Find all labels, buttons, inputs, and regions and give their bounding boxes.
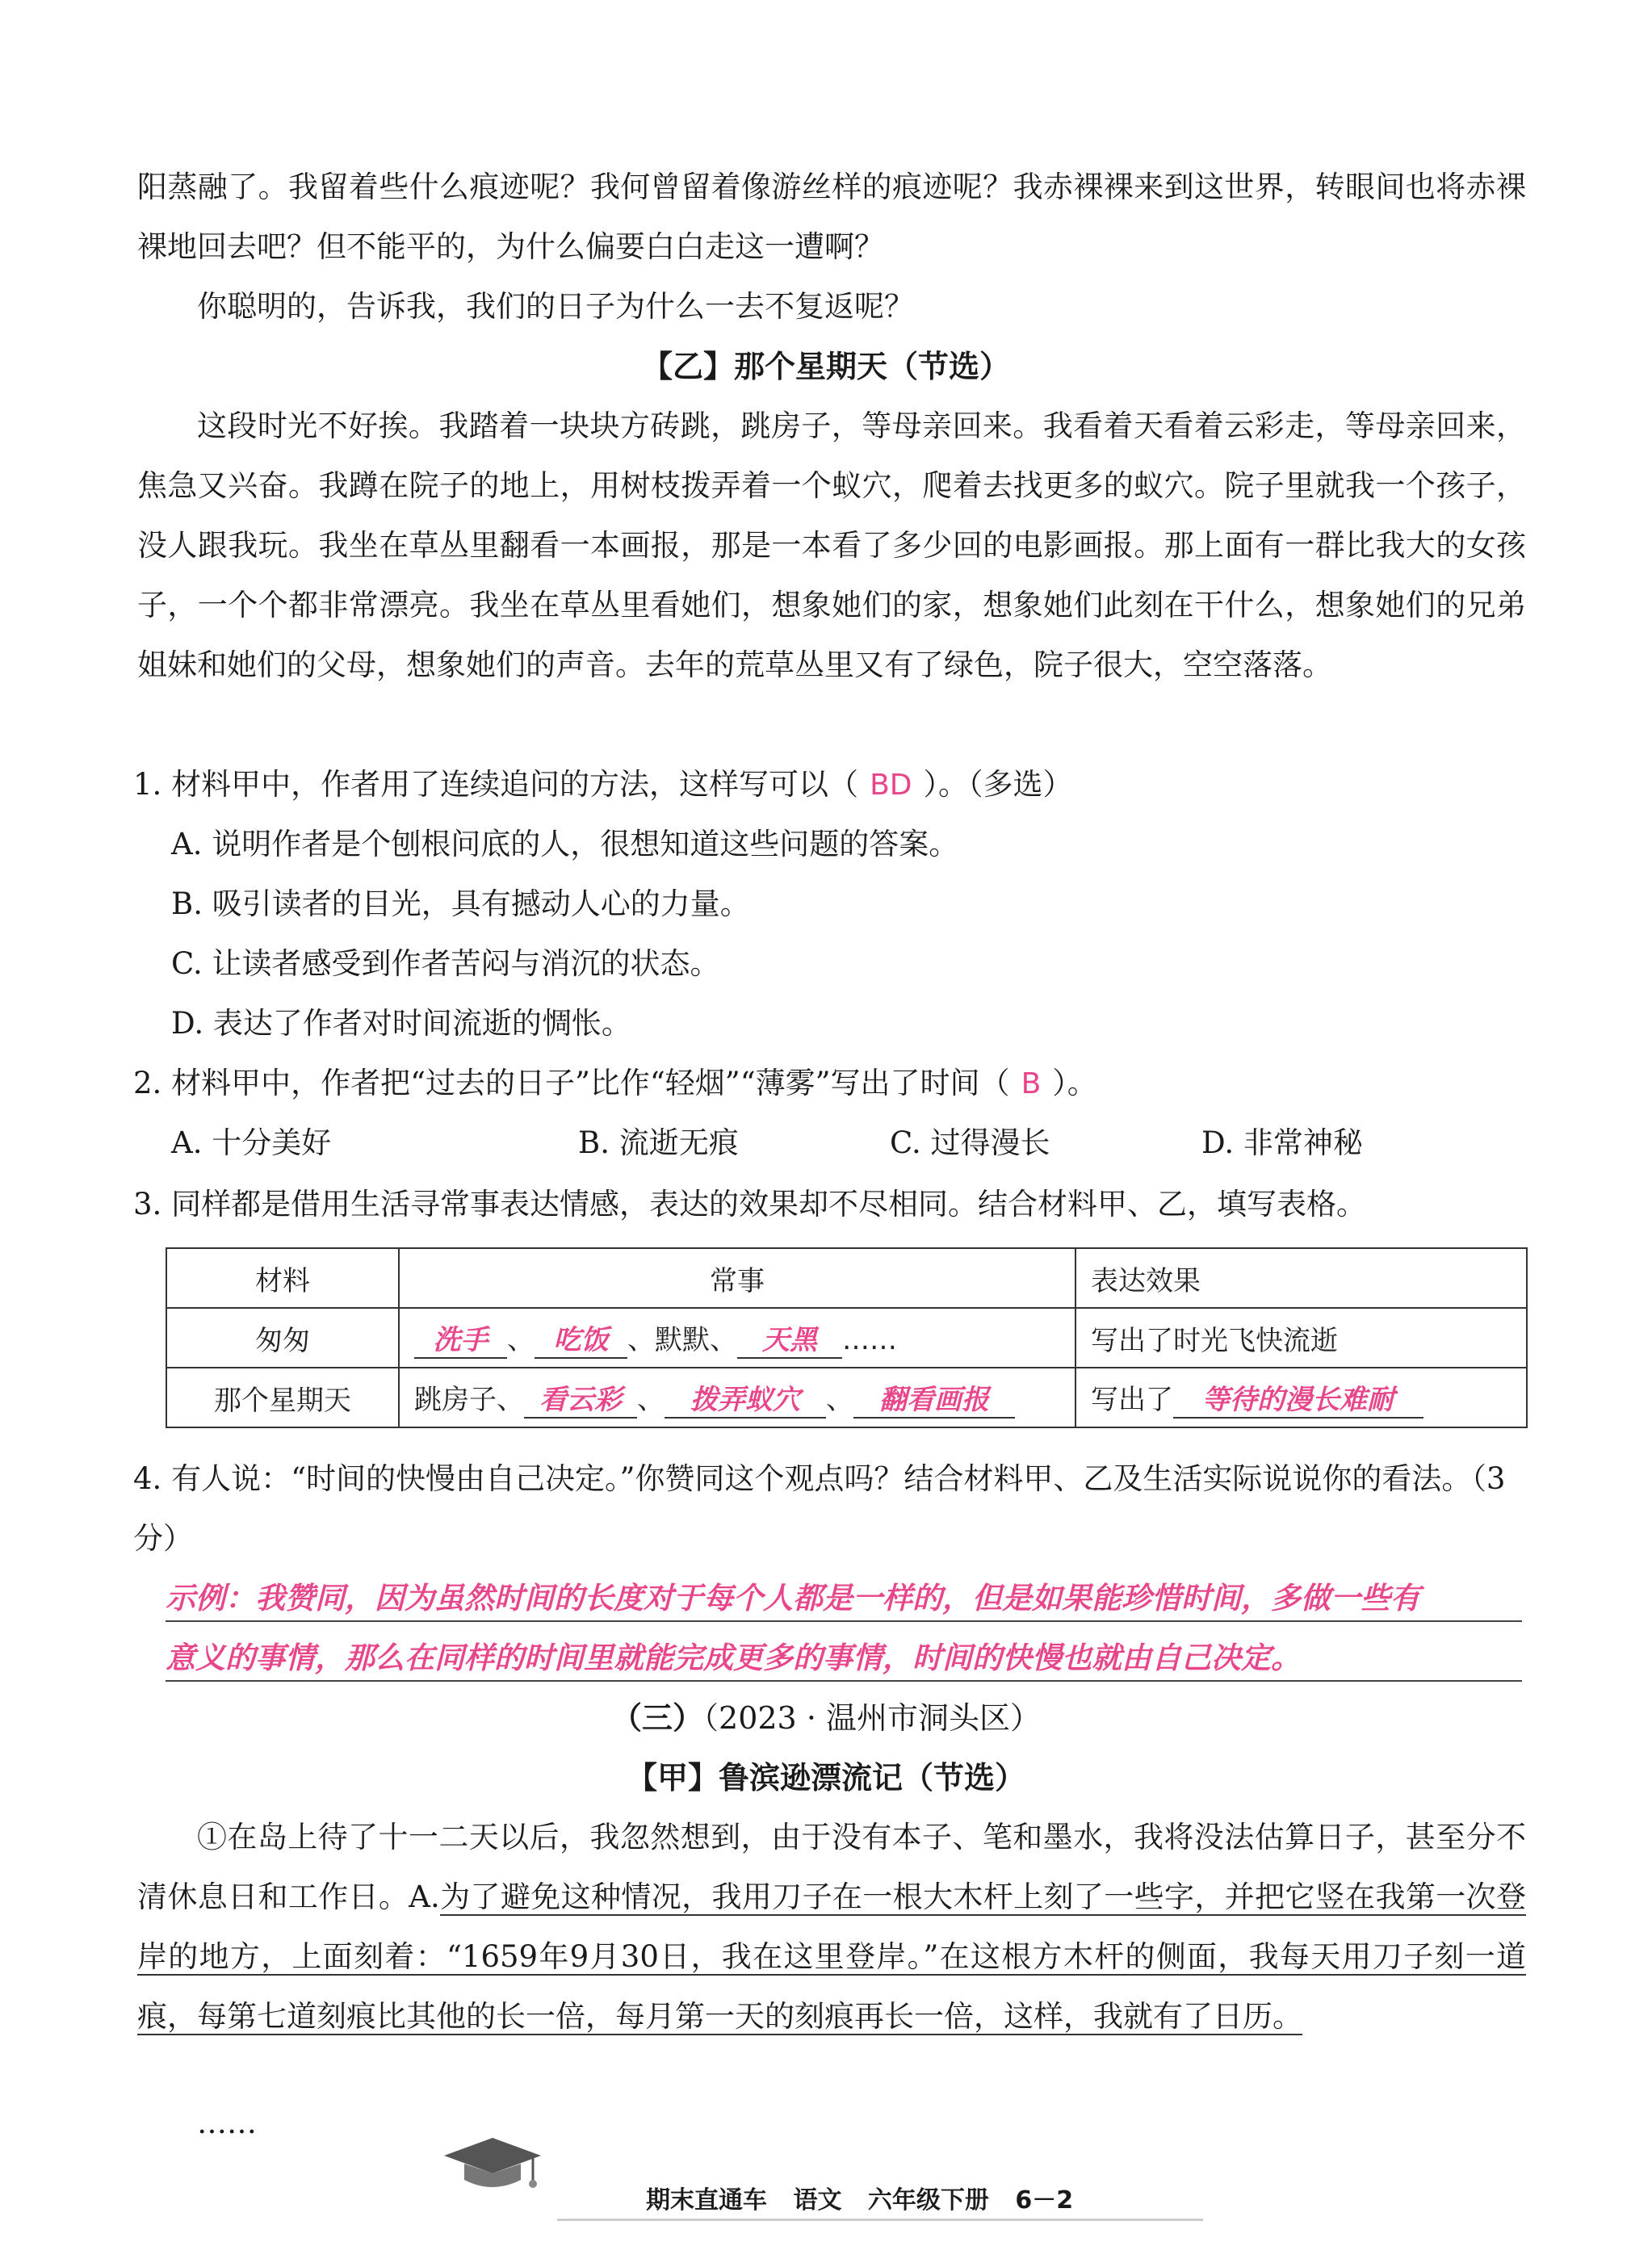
passage-yi-body: 这段时光不好挨。我踏着一块块方砖跳，跳房子，等母亲回来。我看着天看着云彩走，等母亲回来，焦急又兴奋。我蹲在院子的地上，用树枝拨弄着一个蚁穴，爬着去找更多的蚁穴。院子里就我一个孩子，没人跟我玩。我坐在草丛里翻看一本画报，那是一本看了多少回的电影画报。那上面有一群比我大的女孩子，一个个都非常漂亮。我坐在草丛里看她们，想象她们的家，想象她们此刻在干什么，想象她们的兄弟姐妹和她们的父母，想象她们的声音。去年的荒草丛里又有了绿色，院子很大，空空落落。 — [137, 409, 1526, 682]
table-row — [166, 1308, 1527, 1368]
row1-material: 匆匆 — [166, 1308, 399, 1368]
q4-answer-line-2: 意义的事情，那么在同样的时间里就能完成更多的事情，时间的快慢也就由自己决定。 — [166, 1641, 1301, 1675]
section-3-underlined-sentence: 为了避免这种情况，我用刀子在一根大木杆上刻了一些字，并把它竖在我第一次登岸的地方，上面刻着：“1659年9月30日，我在这里登岸。”在这根方木杆的侧面，我每天用刀子刻一道痕，每第七道刻痕比其他的长一倍，每月第一天的刻痕再长一倍，这样，我就有了日历。 — [137, 1880, 1527, 2034]
q3-table — [166, 1247, 1528, 1428]
q2-answer: B — [1021, 1067, 1042, 1100]
footer — [646, 2180, 1091, 2215]
table-header-row — [166, 1248, 1527, 1308]
row2-material: 那个星期天 — [166, 1368, 399, 1427]
q4-answer-line-1: 示例：我赞同，因为虽然时间的长度对于每个人都是一样的，但是如果能珍惜时间，多做一些有 — [166, 1581, 1420, 1616]
footer-book: 期末直通车 — [646, 2186, 767, 2215]
section-3-number: （三） — [611, 1700, 704, 1736]
footer-divider — [557, 2219, 1203, 2221]
section-3-title: 【甲】鲁滨逊漂流记（节选） — [626, 1760, 1025, 1796]
section-3-heading — [0, 1688, 1652, 1748]
row2-events — [399, 1368, 1075, 1427]
row1-fill-3: 天黑 — [737, 1318, 842, 1359]
row1-tail: …… — [842, 1323, 897, 1356]
question-2 — [133, 1054, 1530, 1114]
question-4-stem: 4. 有人说：“时间的快慢由自己决定。”你赞同这个观点吗？结合材料甲、乙及生活实际说说你的看法。（3分） — [133, 1461, 1506, 1556]
q1-answer: BD — [870, 769, 912, 802]
answer-line — [166, 1680, 1522, 1682]
row1-effect: 写出了时光飞快流逝 — [1075, 1308, 1527, 1368]
header-effect: 表达效果 — [1075, 1248, 1527, 1308]
section-3-source: （2023 · 温州市洞头区） — [703, 1700, 1041, 1736]
q1-stem-pre: 1. 材料甲中，作者用了连续追问的方法，这样写可以（ — [133, 767, 859, 802]
q2-option-b: B. 流逝无痕 — [578, 1125, 739, 1160]
row2-fill-3: 翻看画报 — [853, 1377, 1015, 1419]
footer-subject: 语文 — [793, 2186, 842, 2215]
answer-line — [166, 1620, 1522, 1622]
table-row — [166, 1368, 1527, 1427]
q2-option-c: C. 过得漫长 — [890, 1125, 1050, 1160]
footer-page-number: 6－2 — [1015, 2186, 1074, 2215]
q2-stem-post: ）。 — [1052, 1066, 1097, 1100]
row1-fill-1: 洗手 — [414, 1318, 507, 1359]
row2-sep-1: 、 — [637, 1383, 665, 1416]
question-3-stem: 3. 同样都是借用生活寻常事表达情感，表达的效果却不尽相同。结合材料甲、乙，填写表格。 — [133, 1187, 1367, 1222]
passage-jia-para1: 阳蒸融了。我留着些什么痕迹呢？我何曾留着像游丝样的痕迹呢？我赤裸裸来到这世界，转眼间也将赤裸裸地回去吧？但不能平的，为什么偏要白白走这一遭啊？ — [137, 170, 1526, 264]
section-3-ellipsis: …… — [197, 2106, 257, 2140]
q2-option-d: D. 非常神秘 — [1201, 1125, 1363, 1160]
row1-events — [399, 1308, 1075, 1368]
row1-sep-2: 、默默、 — [627, 1323, 737, 1356]
passage-jia-para2: 你聪明的，告诉我，我们的日子为什么一去不复返呢？ — [197, 289, 914, 324]
row1-sep-1: 、 — [507, 1323, 535, 1356]
section-3-para-start: ①在岛上待了十一二天以后，我忽然想到，由于没有本子、笔和墨水，我将没法估算日子，甚至分不清休息日和工作日。A. — [137, 1820, 1526, 1914]
q1-option-b: B. 吸引读者的目光，具有撼动人心的力量。 — [171, 886, 750, 921]
header-material: 材料 — [166, 1248, 399, 1308]
passage-yi-title: 【乙】那个星期天（节选） — [641, 349, 1010, 384]
q2-option-a: A. 十分美好 — [171, 1125, 332, 1160]
graduation-cap-icon — [436, 2131, 549, 2196]
row2-lead: 跳房子、 — [414, 1383, 524, 1416]
q1-option-d: D. 表达了作者对时间流逝的惆怅。 — [171, 1006, 631, 1041]
row2-effect-fill: 等待的漫长难耐 — [1173, 1377, 1423, 1419]
footer-grade: 六年级下册 — [867, 2186, 989, 2215]
row2-fill-2: 拨弄蚁穴 — [665, 1377, 826, 1419]
q1-option-a: A. 说明作者是个刨根问底的人，很想知道这些问题的答案。 — [171, 827, 959, 861]
row2-effect-pre: 写出了 — [1091, 1383, 1173, 1416]
question-1 — [133, 755, 1530, 815]
row2-sep-2: 、 — [826, 1383, 853, 1416]
q1-option-c: C. 让读者感受到作者苦闷与消沉的状态。 — [171, 946, 720, 981]
header-events: 常事 — [399, 1248, 1075, 1308]
row2-fill-1: 看云彩 — [524, 1377, 637, 1419]
q2-stem-pre: 2. 材料甲中，作者把“过去的日子”比作“轻烟”“薄雾”写出了时间（ — [133, 1066, 1010, 1100]
row1-fill-2: 吃饭 — [535, 1318, 627, 1359]
section-3-paragraph — [137, 1808, 1526, 2047]
q1-stem-post: ）。（多选） — [923, 767, 1073, 802]
row2-effect — [1075, 1368, 1527, 1427]
